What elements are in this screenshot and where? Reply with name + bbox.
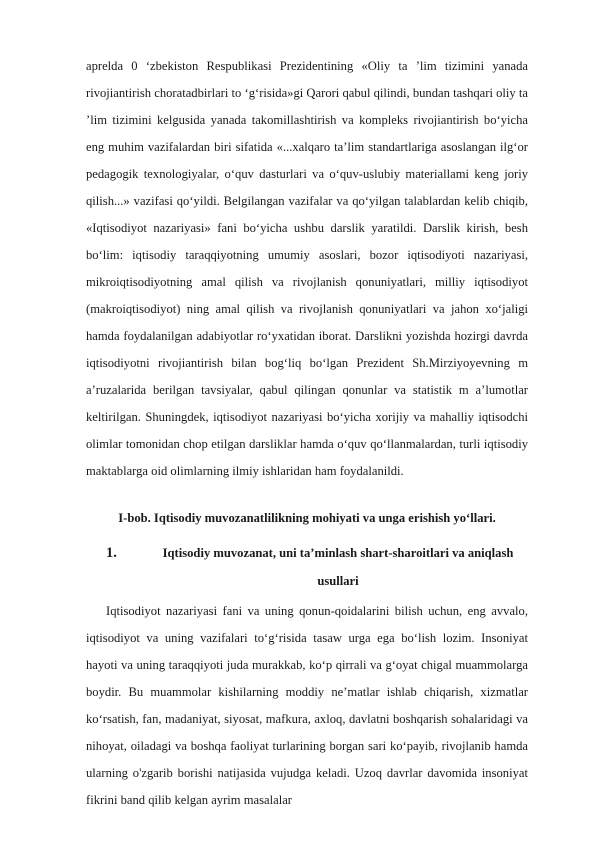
body-paragraph-block <box>86 598 528 814</box>
body-paragraph: Iqtisodiyot nazariyasi fani va uning qonun-qoidalarini bilish uchun, eng avvalo, iqtisodiyot va uning vazifalari to‘g‘risida tasaw urga ega bo‘lish lozim. Insoniyat hayoti va uning taraqqiyoti juda murakkab, ko‘p qirrali va g‘oyat chigal muammolarga boydir. Bu muammolar kishilarning moddiy ne’matlar ishlab chiqarish, xizmatlar ko‘rsatish, fan, madaniyat, siyosat, mafkura, axloq, davlatni boshqarish sohalaridagi va nihoyat, oiladagi va boshqa faoliyat turlarining borgan sari ko‘payib, rivojlanib hamda ularning o'zgarib borishi natijasida vujudga keladi. Uzoq davrlar davomida insoniyat fikrini band qilib kelgan ayrim masalalar <box>86 604 528 807</box>
intro-paragraph: aprelda 0 ‘zbekiston Respublikasi Prezidentining «Oliy ta ’lim tizimini yanada rivojiantirish choratadbirlari to ‘g‘risida»gi Qarori qabul qilindi, bundan tashqari oliy ta ’lim tizimini kelgusida yanada takomillashtirish va kompleks rivojiantirish bo‘yicha eng muhim vazifalardan biri sifatida «...xalqaro ta’lim standartlariga asoslangan ilg‘or pedagogik texnologiyalar, o‘quv dasturlari va o‘quv-uslubiy materiallami keng joriy qilish...» vazifasi qo‘yildi. Belgilangan vazifalar va qo‘yilgan talablardan kelib chiqib, «Iqtisodiyot nazariyasi» fani bo‘yicha ushbu darslik yaratildi. Darslik kirish, besh bo‘lim: iqtisodiy taraqqiyotning umumiy asoslari, bozor iqtisodiyoti nazariyasi, mikroiqtisodiyotning amal qilish va rivojlanish qonuniyatlari, milliy iqtisodiyot (makroiqtisodiyot) ning amal qilish va rivojlanish qonuniyatlari va jahon xo‘jaligi hamda foydalanilgan adabiyotlar ro‘yxatidan iborat. Darslikni yozishda hozirgi davrda iqtisodiyotni rivojiantirish bilan bog‘liq bo‘lgan Prezident Sh.Mirziyoyevning m a’ruzalarida berilgan tavsiyalar, qabul qilingan qonunlar va statistik m a’lumotlar keltirilgan. Shuningdek, iqtisodiyot nazariyasi bo‘yicha xorijiy va mahalliy iqtisodchi olimlar tomonidan chop etilgan darsliklar hamda o‘quv qo‘llanmalardan, turli iqtisodiy maktablarga oid olimlarning ilmiy ishlaridan ham foydalanildi. <box>86 59 528 478</box>
section-heading <box>86 539 528 595</box>
section-title: Iqtisodiy muvozanat, uni ta’minlash shart-sharoitlari va aniqlash usullari <box>162 546 514 588</box>
chapter-heading: I-bob. Iqtisodiy muvozanatlilikning mohiyati va unga erishish yo‘llari. <box>118 511 496 525</box>
section-number: 1. <box>106 545 117 561</box>
intro-paragraph-block <box>86 53 528 485</box>
